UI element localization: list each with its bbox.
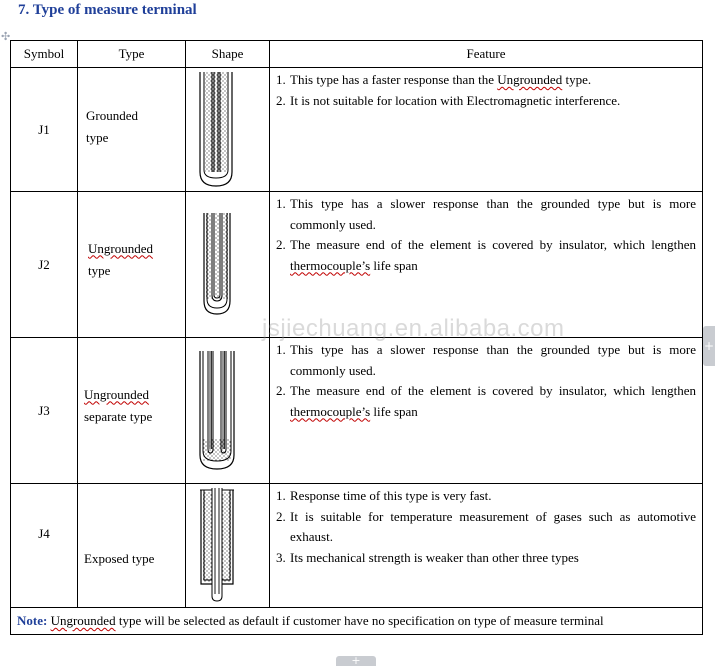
table-row (11, 484, 703, 608)
note-row (11, 608, 703, 635)
feature-cell (270, 68, 703, 192)
note-label: Note: (17, 613, 48, 628)
symbol-label: J4 (38, 526, 50, 541)
feature-cell (270, 338, 703, 484)
shape-cell (186, 68, 270, 192)
feature-item: 2. The measure end of the element is covered by insulator, which lengthen thermocouple’s life span (276, 383, 696, 419)
header-symbol: Symbol (11, 41, 78, 68)
feature-item: 1. Response time of this type is very fast. (276, 488, 492, 503)
terminal-type-table (10, 40, 703, 635)
feature-item: 3. Its mechanical strength is weaker than other three types (276, 549, 579, 565)
table-row (11, 192, 703, 338)
note-cell (11, 608, 703, 635)
type-cell (78, 192, 186, 338)
table-row (11, 68, 703, 192)
feature-item: 2. It is suitable for temperature measurement of gases such as automotive exhaust. (276, 508, 696, 544)
type-cell (78, 68, 186, 192)
feature-cell (270, 484, 703, 608)
expand-down-icon[interactable]: + (336, 656, 376, 666)
shape-cell (186, 484, 270, 608)
note-underlined: Ungrounded (50, 613, 116, 628)
shape-cell (186, 192, 270, 338)
type-label: Ungrounded (84, 386, 149, 402)
header-type: Type (78, 41, 186, 68)
section-heading: 7. Type of measure terminal (18, 2, 197, 18)
type-cell (78, 484, 186, 608)
type-label: Ungrounded (88, 240, 153, 256)
type-cell (78, 338, 186, 484)
ungrounded-separate-probe-icon (199, 351, 235, 471)
feature-item: 1. This type has a faster response than the Ungrounded type. (276, 72, 592, 87)
type-label: Exposed type (84, 550, 155, 566)
type-label-line2: type (86, 129, 109, 145)
grounded-probe-icon (198, 72, 234, 188)
header-shape: Shape (186, 41, 270, 68)
type-label-line2: type (88, 262, 111, 278)
expand-right-icon[interactable]: + (703, 326, 715, 366)
feature-cell (270, 192, 703, 338)
symbol-cell: J1 (11, 68, 78, 192)
watermark: jsjiechuang.en.alibaba.com (262, 315, 565, 342)
header-feature: Feature (270, 41, 703, 68)
symbol-cell (11, 484, 78, 608)
type-label-line2: separate type (84, 408, 153, 424)
table-row (11, 338, 703, 484)
ungrounded-probe-icon (203, 213, 239, 317)
feature-item: 2. It is not suitable for location with Electromagnetic interference. (276, 92, 621, 108)
type-label: Grounded (86, 107, 138, 123)
shape-cell (186, 338, 270, 484)
symbol-cell: J2 (11, 192, 78, 338)
exposed-probe-icon (200, 488, 236, 604)
symbol-cell: J3 (11, 338, 78, 484)
feature-item: 1. This type has a slower response than the grounded type but is more commonly used. (276, 342, 696, 378)
note-text: type will be selected as default if customer have no specification on type of measure terminal (115, 613, 604, 628)
table-move-handle-icon[interactable]: ✣ (1, 30, 11, 43)
feature-item: 1. This type has a slower response than the grounded type but is more commonly used. (276, 196, 696, 232)
table-header-row (11, 41, 703, 68)
feature-item: 2. The measure end of the element is covered by insulator, which lengthen thermocouple’s life span (276, 237, 696, 273)
